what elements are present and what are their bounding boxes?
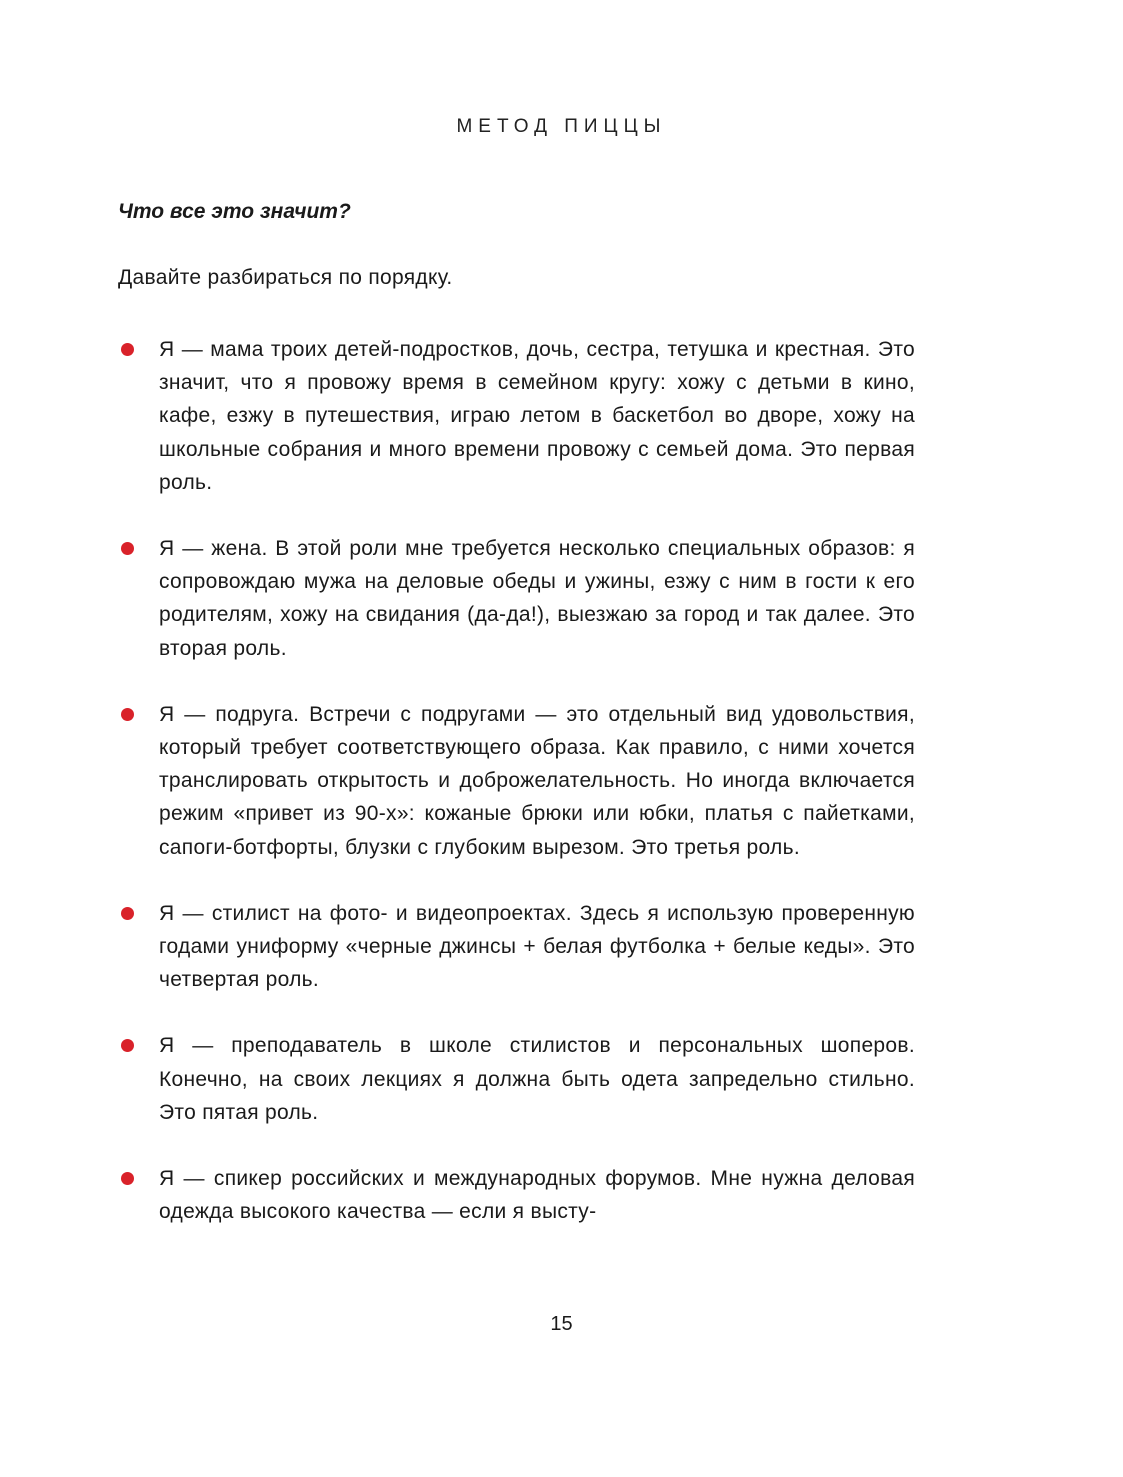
red-dot-bullet-icon — [121, 1039, 134, 1052]
red-dot-bullet-icon — [121, 542, 134, 555]
list-item-text: Я — подруга. Встречи с подругами — это отдельный вид удовольствия, который требует соответствующего образа. Как правило, с ними хочется транслировать открытость и доброжелательность. Но иногда включается режим «привет из 90-х»: кожаные брюки или юбки, платья с пайетками, сапоги-ботфорты, блузки с глубоким вырезом. Это третья роль. — [159, 702, 915, 859]
list-item-text: Я — жена. В этой роли мне требуется несколько специальных образов: я сопровождаю мужа на деловые обеды и ужины, езжу с ним в гости к его родителям, хожу на свидания (да-да!), выезжаю за город и так далее. Это вторая роль. — [159, 537, 915, 660]
red-dot-bullet-icon — [121, 1172, 134, 1185]
red-dot-bullet-icon — [121, 708, 134, 721]
list-item — [118, 897, 915, 997]
running-title: МЕТОД ПИЦЦЫ — [456, 116, 667, 137]
intro-paragraph: Давайте разбираться по порядку. — [118, 266, 453, 289]
list-item-text: Я — мама троих детей-подростков, дочь, сестра, тетушка и крестная. Это значит, что я провожу время в семейном кругу: хожу с детьми в кино, кафе, езжу в путешествия, играю летом в баскетбол во дворе, хожу на школьные собрания и много времени провожу с семьей дома. Это первая роль. — [159, 338, 915, 494]
list-item — [118, 1162, 915, 1228]
section-subheading: Что все это значит? — [118, 200, 351, 223]
red-dot-bullet-icon — [121, 907, 134, 920]
roles-bullet-list — [118, 333, 915, 1261]
list-item — [118, 1029, 915, 1129]
page-number: 15 — [550, 1313, 573, 1335]
red-dot-bullet-icon — [121, 343, 134, 356]
list-item-text: Я — преподаватель в школе стилистов и персональных шоперов. Конечно, на своих лекциях я должна быть одета запредельно стильно. Это пятая роль. — [159, 1034, 915, 1124]
list-item — [118, 532, 915, 665]
list-item — [118, 698, 915, 864]
list-item — [118, 333, 915, 499]
list-item-text: Я — спикер российских и международных форумов. Мне нужна деловая одежда высокого качества — если я высту- — [159, 1167, 915, 1224]
list-item-text: Я — стилист на фото- и видеопроектах. Здесь я использую проверенную годами униформу «черные джинсы + белая футболка + белые кеды». Это четвертая роль. — [159, 901, 915, 992]
